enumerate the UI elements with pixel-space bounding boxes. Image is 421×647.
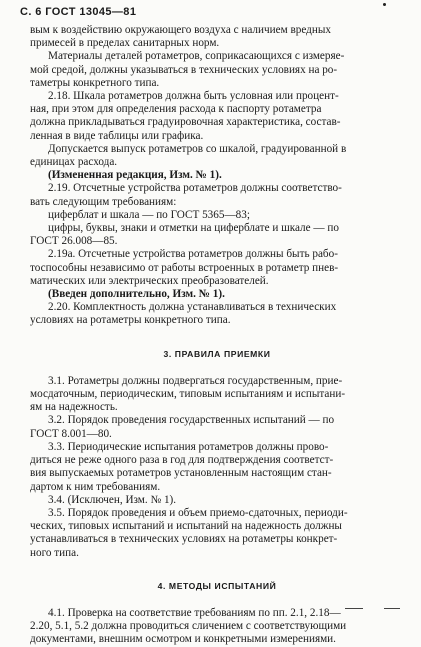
text-line: цифры, буквы, знаки и отметки на циферблате и шкале — по [48,222,339,235]
text-line: ГОСТ 8.001—80. [30,427,112,440]
text-line: вия выпускаемых ротаметров установленным настоящим стан- [30,467,332,480]
text-line: должна прикладываться градуировочная характеристика, состав- [30,116,341,129]
addition-note: (Введен дополнительно, Изм. № 1). [48,288,225,301]
text-line: ного типа. [30,546,79,559]
document-body [30,24,404,647]
text-line: матических или электрических преобразователей. [30,274,269,287]
clause-2-19: 2.19. Отсчетные устройства ротаметров должны соответство- [48,182,342,195]
text-line: Материалы деталей ротаметров, соприкасающихся с измеряе- [48,50,345,63]
page-dash [345,608,363,609]
clause-3-4: 3.4. (Исключен, Изм. № 1). [48,493,177,506]
text-line: Допускается выпуск ротаметров со шкалой, градуированной в [48,142,347,155]
text-line: диться не реже одного раза в год для подтверждения соответст- [30,454,334,467]
text-line: мосдаточным, периодическим, типовым испытаниям и испытани- [30,388,346,401]
clause-3-5: 3.5. Порядок проведения и объем приемо-сдаточных, периоди- [48,506,348,519]
text-line: вать следующим требованиям: [30,195,177,208]
clause-2-18: 2.18. Шкала ротаметров должна быть условная или процент- [48,90,339,103]
text-line: документами, внешним осмотром и конкретными измерениями. [30,633,336,646]
text-line: условиях на ротаметры конкретного типа. [30,314,231,327]
text-line: ная, при этом для определения расхода к паспорту ротаметра [30,103,322,116]
text-line: ленная в виде таблицы или графика. [30,129,204,142]
text-line: дартом к ним требованиям. [30,480,161,493]
section-heading-4: 4. МЕТОДЫ ИСПЫТАНИЙ [157,580,277,591]
text-line: вым к воздействию окружающего воздуха с наличием вредных [30,24,331,36]
clause-2-19a: 2.19а. Отсчетные устройства ротаметров должны быть рабо- [48,248,338,261]
text-line: тоспособны независимо от работы встроенных в ротаметр пнев- [30,261,339,274]
amendment-note: (Измененная редакция, Изм. № 1). [48,169,222,182]
text-line: мой средой, должны указываться в технических условиях на ро- [30,63,338,76]
clause-4-1: 4.1. Проверка на соответствие требованиям по пп. 2.1, 2.18— [48,606,341,619]
text-line: ческих, типовых испытаний и испытаний на надежность должны [30,520,342,533]
text-line: примесей в пределах санитарных норм. [30,37,220,50]
text-line: единицах расхода. [30,156,118,169]
text-line: ям на надежность. [30,401,118,414]
text-line: устанавливаться в технических условиях на ротаметры конкрет- [30,533,338,546]
clause-3-2: 3.2. Порядок проведения государственных испытаний — по [48,414,335,427]
text-line: 2.20, 5.1, 5.2 должна проводиться сличением с соответствующими [30,620,347,633]
text-line: ГОСТ 26.008—85. [30,235,118,248]
text-line: таметры конкретного типа. [30,76,160,89]
section-heading-3: 3. ПРАВИЛА ПРИЕМКИ [163,348,271,359]
page-dash [384,608,400,609]
clause-2-20: 2.20. Комплектность должна устанавливаться в технических [48,301,337,314]
clause-3-3: 3.3. Периодические испытания ротаметров должны прово- [48,440,329,453]
text-line: циферблат и шкала — по ГОСТ 5365—83; [48,208,250,221]
page-header: С. 6 ГОСТ 13045—81 [20,6,137,18]
scan-mark [383,3,386,6]
clause-3-1: 3.1. Ротаметры должны подвергаться государственным, прие- [48,374,343,387]
